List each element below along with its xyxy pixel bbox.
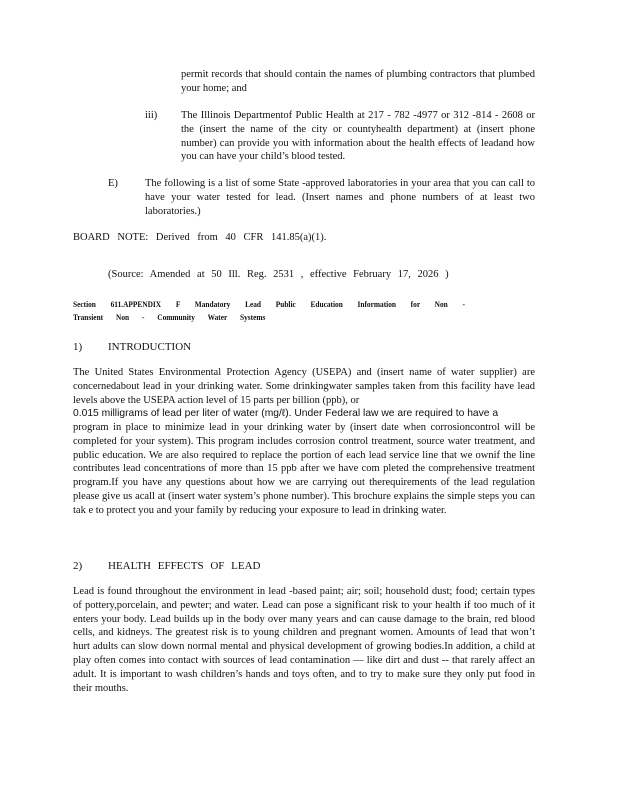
section1-paragraph-c: program in place to minimize lead in your drinking water by (insert date when corrosioncontrol will be completed for your system). This program includes corrosion control treatment, source water treatment, and public education. We are also required to replace the portion of each lead service line that we ownif the line contributes lead concentrations of more than 15 ppb after we have com pleted the comprehensive treatment program.If you have any questions about how we are carrying out therequirements of the lead regulation please give us acall at (insert water system’s phone number). This brochure explains the simple steps you can tak e to protect you and your family by reducing your exposure to lead in drinking water. (73, 422, 535, 516)
section1-paragraph-b: 0.015 milligrams of lead per liter of water (mg/ℓ). Under Federal law we are required to have a (73, 408, 499, 419)
permit-continuation-text: permit records that should contain the names of plumbing contractors that plumbed your home; and (181, 69, 535, 94)
section1-title: INTRODUCTION (108, 341, 192, 353)
section-heading (73, 298, 533, 324)
section2-title: HEALTH EFFECTS OF LEAD (108, 560, 261, 572)
source-note: (Source: Amended at 50 Ill. Reg. 2531 , effective February 17, 2026 ) (108, 269, 449, 280)
item-e-label: E) (108, 178, 118, 189)
item-e-text: The following is a list of some State -approved laboratories in your area that you can call to have your water tested for lead. (Insert names and phone numbers of at least two laboratories.) (145, 178, 535, 217)
section2-number: 2) (73, 560, 83, 572)
section1-number: 1) (73, 341, 83, 353)
section-heading-line2: Transient Non - Community Water Systems (73, 313, 266, 322)
item-iii-text: The Illinois Departmentof Public Health at 217 - 782 -4977 or 312 -814 - 2608 or the (insert the name of the city or countyhealth department) at (insert phone number) can provide you with information about the health effects of leadand how you can have your child’s blood tested. (181, 110, 535, 163)
section2-paragraph: Lead is found throughout the environment in lead -based paint; air; soil; household dust; food; certain types of pottery,porcelain, and pewter; and water. Lead can pose a significant risk to your health if too much of it enters your body. Lead builds up in the body over many years and can cause damage to the brain, red blood cells, and kidneys. The greatest risk is to young children and pregnant women. Amounts of lead that won’t hurt adults can slow down normal mental and physical development of growing bodies.In addition, a child at play often comes into contact with sources of lead contamination — like dirt and dust -- that rarely affect an adult. It is important to wash children’s hands and toys often, and to try to make sure they only put food in their mouths. (73, 586, 535, 694)
section-heading-line1: Section 611.APPENDIX F Mandatory Lead Public Education Information for Non - (73, 300, 465, 309)
board-note: BOARD NOTE: Derived from 40 CFR 141.85(a)(1). (73, 232, 327, 243)
section1-paragraph-a: The United States Environmental Protection Agency (USEPA) and (insert name of water supplier) are concernedabout lead in your drinking water. Some drinkingwater samples taken from this facility have lead levels above the USEPA action level of 15 parts per billion (ppb), or (73, 367, 535, 406)
item-iii-label: iii) (145, 110, 158, 121)
